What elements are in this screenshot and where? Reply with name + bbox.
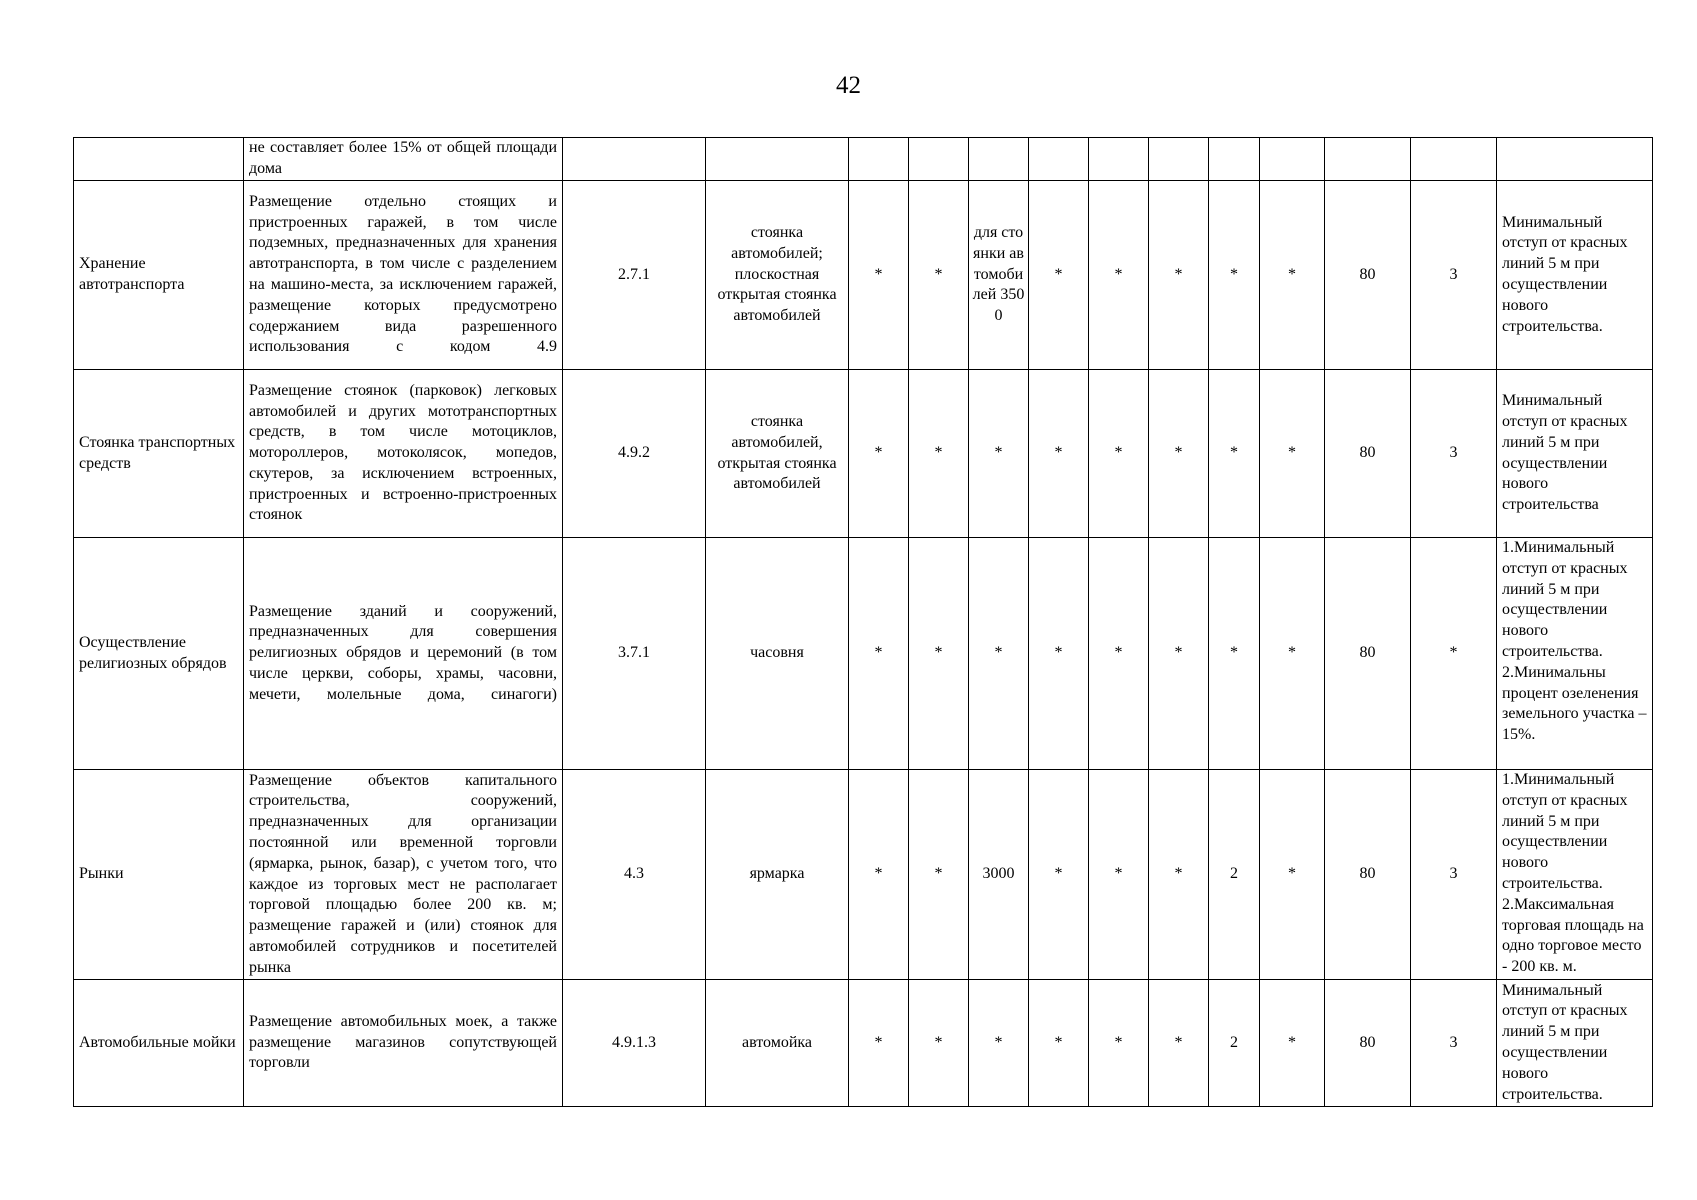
param-cell: * xyxy=(1209,538,1260,770)
table-row xyxy=(74,370,1653,538)
param-cell xyxy=(969,138,1029,181)
param-cell: 80 xyxy=(1325,370,1411,538)
object-cell: автомойка xyxy=(706,980,849,1107)
note-line: 1.Минимальный отступ от красных линий 5 м при осуществлении нового строительства. xyxy=(1502,539,1628,660)
note-cell: Минимальный отступ от красных линий 5 м при осуществлении нового строительства. xyxy=(1497,181,1653,370)
param-cell: * xyxy=(1149,980,1209,1107)
table-row xyxy=(74,770,1653,980)
param-cell: * xyxy=(1149,770,1209,980)
note-cell xyxy=(1497,770,1653,980)
param-cell: 3 xyxy=(1411,980,1497,1107)
param-cell: * xyxy=(1029,980,1089,1107)
param-cell xyxy=(1149,138,1209,181)
param-cell: * xyxy=(1149,181,1209,370)
param-cell: * xyxy=(849,181,909,370)
param-cell: 3 xyxy=(1411,770,1497,980)
param-cell xyxy=(1209,138,1260,181)
use-description-cell: Размещение стоянок (парковок) легковых автомобилей и других мототранспортных средств, в том числе мотоциклов, мотороллеров, мотоколясок, мопедов, скутеров, за исключением встроенных, пристроенных и встроенно-пристроенных стоянок xyxy=(244,370,563,538)
param-cell: * xyxy=(1029,770,1089,980)
use-name-cell: Хранение автотранспорта xyxy=(74,181,244,370)
param-cell: 3 xyxy=(1411,370,1497,538)
param-cell: * xyxy=(1029,538,1089,770)
param-cell: * xyxy=(1089,370,1149,538)
param-cell xyxy=(1029,138,1089,181)
param-cell: 80 xyxy=(1325,770,1411,980)
param-cell: 80 xyxy=(1325,980,1411,1107)
param-cell: * xyxy=(1411,538,1497,770)
param-cell: * xyxy=(1029,370,1089,538)
table-row xyxy=(74,181,1653,370)
object-cell xyxy=(706,138,849,181)
code-cell: 4.9.2 xyxy=(563,370,706,538)
table-row xyxy=(74,980,1653,1107)
param-cell xyxy=(1089,138,1149,181)
param-cell xyxy=(1411,138,1497,181)
param-cell: * xyxy=(1209,181,1260,370)
object-cell: стоянка автомобилей, открытая стоянка автомобилей xyxy=(706,370,849,538)
param-cell: * xyxy=(1209,370,1260,538)
param-cell: * xyxy=(849,770,909,980)
param-cell: для стоянки автомобилей 3500 xyxy=(969,181,1029,370)
note-cell xyxy=(1497,138,1653,181)
note-line: 1.Минимальный отступ от красных линий 5 м при осуществлении нового строительства. xyxy=(1502,771,1628,892)
param-cell: 2 xyxy=(1209,770,1260,980)
param-cell: * xyxy=(1089,538,1149,770)
param-cell: * xyxy=(909,370,969,538)
param-cell: * xyxy=(849,980,909,1107)
param-cell: 80 xyxy=(1325,181,1411,370)
param-cell: * xyxy=(1149,370,1209,538)
param-cell xyxy=(849,138,909,181)
table-row xyxy=(74,538,1653,770)
code-cell: 3.7.1 xyxy=(563,538,706,770)
code-cell xyxy=(563,138,706,181)
param-cell: 2 xyxy=(1209,980,1260,1107)
param-cell: * xyxy=(909,538,969,770)
note-cell: Минимальный отступ от красных линий 5 м при осуществлении нового строительства. xyxy=(1497,980,1653,1107)
param-cell: * xyxy=(909,980,969,1107)
use-name-cell: Рынки xyxy=(74,770,244,980)
use-description-cell: Размещение зданий и сооружений, предназначенных для совершения религиозных обрядов и церемоний (в том числе церкви, соборы, храмы, часовни, мечети, молельные дома, синагоги) xyxy=(244,538,563,770)
use-description-cell: Размещение объектов капитального строительства, сооружений, предназначенных для организации постоянной или временной торговли (ярмарка, рынок, базар), с учетом того, что каждое из торговых мест не располагает торговой площадью более 200 кв. м; размещение гаражей и (или) стоянок для автомобилей сотрудников и посетителей рынка xyxy=(244,770,563,980)
use-description-cell: Размещение отдельно стоящих и пристроенных гаражей, в том числе подземных, предназначенных для хранения автотранспорта, в том числе с разделением на машино-места, за исключением гаражей, размещение которых предусмотрено содержанием вида разрешенного использования с кодом 4.9 xyxy=(244,181,563,370)
use-description-cell: не составляет более 15% от общей площади дома xyxy=(244,138,563,181)
param-cell: * xyxy=(1260,538,1325,770)
permitted-use-table xyxy=(73,137,1653,1107)
note-line: 2.Максимальная торговая площадь на одно торговое место - 200 кв. м. xyxy=(1502,895,1644,976)
note-line: 2.Минимальны процент озеленения земельного участка – 15%. xyxy=(1502,663,1647,744)
param-cell: * xyxy=(849,370,909,538)
table-row xyxy=(74,138,1653,181)
use-name-cell: Автомобильные мойки xyxy=(74,980,244,1107)
use-name-cell xyxy=(74,138,244,181)
param-cell: * xyxy=(969,980,1029,1107)
param-cell: * xyxy=(1089,181,1149,370)
param-cell: * xyxy=(1089,980,1149,1107)
param-cell: * xyxy=(969,538,1029,770)
param-cell: * xyxy=(1149,538,1209,770)
param-cell: * xyxy=(1029,181,1089,370)
param-cell: * xyxy=(1260,980,1325,1107)
param-cell: * xyxy=(1260,370,1325,538)
param-cell: 80 xyxy=(1325,538,1411,770)
param-cell: 3000 xyxy=(969,770,1029,980)
use-name-cell: Стоянка транспортных средств xyxy=(74,370,244,538)
note-cell: Минимальный отступ от красных линий 5 м при осуществлении нового строительства xyxy=(1497,370,1653,538)
param-cell: * xyxy=(1089,770,1149,980)
param-cell: * xyxy=(1260,181,1325,370)
param-cell: * xyxy=(849,538,909,770)
code-cell: 4.9.1.3 xyxy=(563,980,706,1107)
param-cell: * xyxy=(1260,770,1325,980)
code-cell: 4.3 xyxy=(563,770,706,980)
use-description-cell: Размещение автомобильных моек, а также размещение магазинов сопутствующей торговли xyxy=(244,980,563,1107)
param-cell xyxy=(1325,138,1411,181)
use-name-cell: Осуществление религиозных обрядов xyxy=(74,538,244,770)
object-cell: часовня xyxy=(706,538,849,770)
param-cell: * xyxy=(969,370,1029,538)
param-cell: * xyxy=(909,770,969,980)
code-cell: 2.7.1 xyxy=(563,181,706,370)
param-cell: * xyxy=(909,181,969,370)
param-cell: 3 xyxy=(1411,181,1497,370)
note-cell xyxy=(1497,538,1653,770)
object-cell: стоянка автомобилей; плоскостная открытая стоянка автомобилей xyxy=(706,181,849,370)
param-cell xyxy=(1260,138,1325,181)
param-cell xyxy=(909,138,969,181)
object-cell: ярмарка xyxy=(706,770,849,980)
page-number: 42 xyxy=(836,72,861,99)
